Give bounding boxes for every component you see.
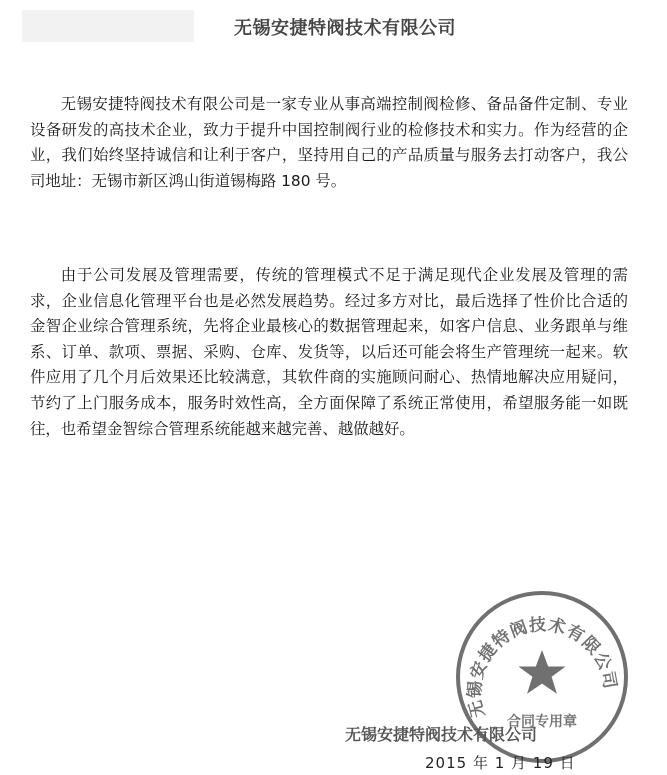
seal-bottom-text: 合同专用章	[507, 714, 577, 730]
paragraph-intro: 无锡安捷特阀技术有限公司是一家专业从事高端控制阀检修、备品备件定制、专业设备研发的高技术企业，致力于提升中国控制阀行业的检修技术和实力。作为经营的企业，我们始终坚持诚信和让利于客户，坚持用自己的产品质量与服务去打动客户，我公司地址：无锡市新区鸿山街道锡梅路 180 号。	[30, 95, 628, 190]
star-icon	[518, 650, 565, 694]
paragraph-testimonial: 由于公司发展及管理需要，传统的管理模式不足于满足现代企业发展及管理的需求，企业信息化管理平台也是必然发展趋势。经过多方对比，最后选择了性价比合适的金智企业综合管理系统，先将企业最核心的数据管理起来，如客户信息、业务跟单与维系、订单、款项、票据、采购、仓库、发货等，以后还可能会将生产管理统一起来。软件应用了几个月后效果还比较满意，其软件商的实施顾问耐心、热情地解决应用疑问，节约了上门服务成本，服务时效性高，全方面保障了系统正常使用，希望服务能一如既往，也希望金智综合管理系统能越来越完善、越做越好。	[30, 266, 628, 438]
redacted-logo-area	[22, 10, 194, 42]
signature-date: 2015 年 1 月 19 日	[425, 754, 576, 772]
seal-ring-text: 无锡安捷特阀技术有限公司	[465, 614, 620, 720]
signature-company: 无锡安捷特阀技术有限公司	[345, 725, 538, 744]
page-title: 无锡安捷特阀技术有限公司	[234, 18, 456, 39]
